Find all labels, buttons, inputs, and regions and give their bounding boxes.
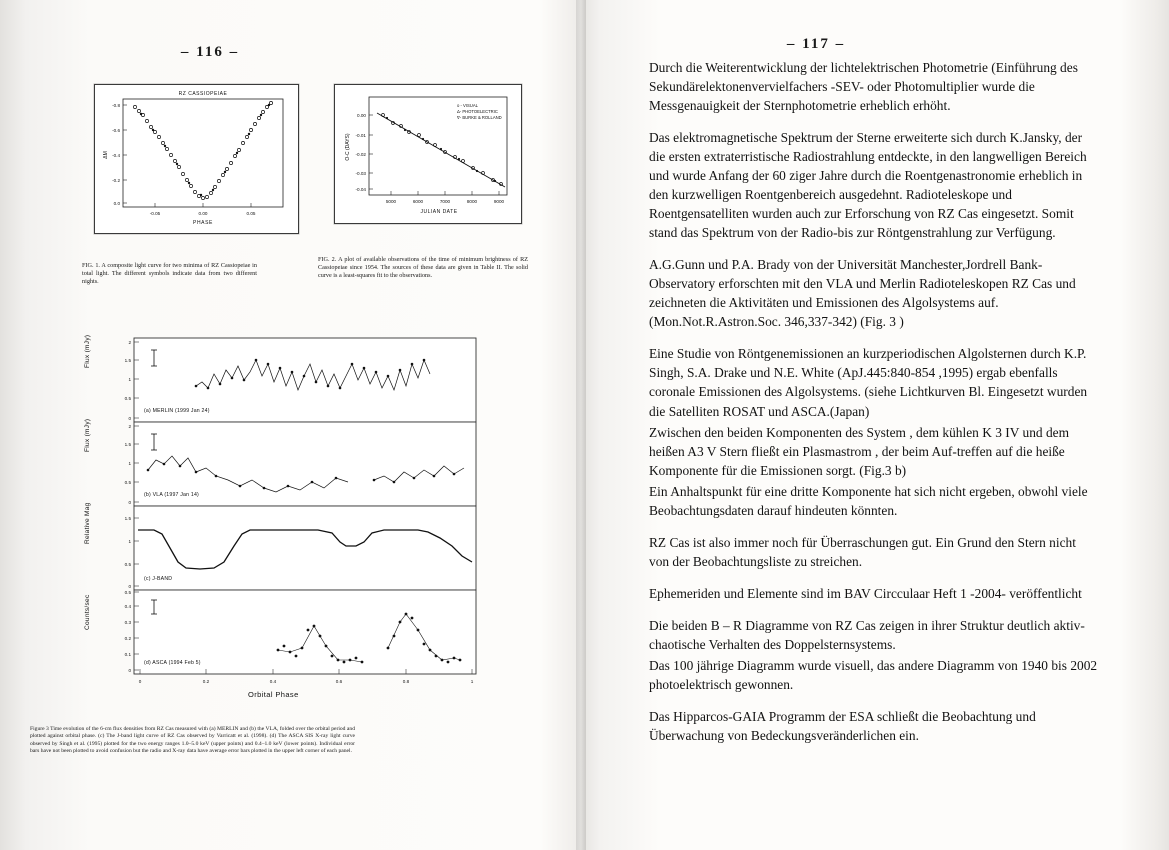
svg-text:0.2: 0.2 — [124, 636, 131, 641]
figure-3-panel-a-label: (a) MERLIN (1999 Jan 24) — [144, 408, 210, 414]
svg-text:1: 1 — [128, 461, 131, 466]
figure-3-caption: Figure 3 Time evolution of the 6-cm flux densities from RZ Cas measured with (a) MERLIN and (b) the VLA, folded over the orbital period and plotted against orbital phase. (c) The J-band light curve of RZ Cas observed by Varricatt et al. (1998). (d) The ASCA SIS X-ray light curve observed by Singh et al. (1995) plotted for the two energy ranges 1.0–5.0 keV (upper points) and 0.4–1.0 keV (lower points). Individual error bars have not been plotted to avoid confusion but the radio and X-ray data have average error bars plotted in the upper left corner of each panel. — [30, 726, 355, 754]
book-spine-shadow — [576, 0, 586, 850]
svg-text:RZ CASSIOPEIAE: RZ CASSIOPEIAE — [178, 91, 228, 97]
svg-text:0.00: 0.00 — [357, 113, 366, 118]
left-page — [0, 0, 576, 850]
figure-3-xlabel: Orbital Phase — [248, 690, 299, 699]
paragraph-10: Das 100 jährige Diagramm wurde visuell, das andere Diagramm von 1940 bis 2002 photoelektrisch gewonnen. — [649, 657, 1098, 692]
figure-2-plot — [334, 84, 522, 224]
paragraph-1: Durch die Weiterentwicklung der lichtelektrischen Photometrie (Einführung des Sekundärelektonenvervielfachers -SEV- oder Photomultiplier wurde die Messgenauigkeit der Sternphotometrie erheblich erhöht. — [649, 60, 1078, 114]
svg-text:0.3: 0.3 — [124, 620, 131, 625]
svg-text:-0.05: -0.05 — [149, 211, 161, 216]
svg-text:-0.6: -0.6 — [112, 128, 120, 133]
paragraph-11: Das Hipparcos-GAIA Programm der ESA schließt die Beobachtung und Überwachung von Bedeckungsveränderlichen ein. — [649, 708, 1036, 743]
svg-text:1.5: 1.5 — [124, 442, 131, 447]
svg-text:0.5: 0.5 — [124, 480, 131, 485]
svg-text:JULIAN DATE: JULIAN DATE — [420, 209, 458, 215]
svg-text:-0.4: -0.4 — [112, 153, 120, 158]
svg-text:-0.03: -0.03 — [355, 171, 366, 176]
svg-text:-0.8: -0.8 — [112, 103, 120, 108]
svg-text:9000: 9000 — [493, 199, 505, 204]
svg-text:-0.02: -0.02 — [355, 152, 366, 157]
figure-1-caption: FIG. 1. A composite light curve for two minima of RZ Cassiopeiae in total light. The different symbols indicate data from two different nights. — [82, 262, 257, 285]
svg-text:1: 1 — [128, 377, 131, 382]
paragraph-7: RZ Cas ist also immer noch für Überraschungen gut. Ein Grund den Stern nicht von der Beobachtungsliste zu streichen. — [649, 534, 1076, 569]
svg-text:0.8: 0.8 — [402, 679, 410, 684]
svg-text:0.0: 0.0 — [113, 201, 120, 206]
svg-text:0: 0 — [128, 584, 131, 589]
svg-text:0.4: 0.4 — [269, 679, 277, 684]
figure-3-panel-d-label: (d) ASCA (1994 Feb 5) — [144, 660, 201, 666]
figure-3-panel-a-ylabel: Flux (mJy) — [84, 334, 91, 368]
svg-text:0: 0 — [128, 500, 131, 505]
svg-text:0.05: 0.05 — [246, 211, 256, 216]
figure-3-panel-c-label: (c) J-BAND — [144, 576, 173, 582]
paragraph-9: Die beiden B – R Diagramme von RZ Cas zeigen in ihrer Struktur deutlich aktiv-chaotische Verhalten des Doppelsternsystems. — [649, 617, 1085, 652]
paragraph-8: Ephemeriden und Elemente sind im BAV Circculaar Heft 1 -2004- veröffentlicht — [649, 585, 1082, 601]
page-number-left: – 116 – — [180, 44, 240, 60]
svg-text:2: 2 — [128, 424, 131, 429]
svg-text:0.2: 0.2 — [202, 679, 210, 684]
svg-text:0.5: 0.5 — [124, 590, 131, 595]
svg-text:1: 1 — [470, 679, 474, 684]
svg-text:O-C (DAYS): O-C (DAYS) — [345, 133, 351, 161]
svg-text:6000: 6000 — [412, 199, 424, 204]
svg-text:-0.04: -0.04 — [355, 187, 366, 192]
paragraph-6: Ein Anhaltspunkt für eine dritte Komponente hat sich nicht ergeben, obwohl viele Beobachtungsdaten darauf hindeuten könnten. — [649, 483, 1088, 518]
svg-text:0.5: 0.5 — [124, 562, 131, 567]
svg-text:0: 0 — [138, 679, 142, 684]
figure-1-plot — [94, 84, 299, 234]
svg-text:-0.2: -0.2 — [112, 178, 120, 183]
svg-text:1.5: 1.5 — [124, 516, 131, 521]
svg-text:Δ- PHOTOELECTRIC: Δ- PHOTOELECTRIC — [457, 109, 498, 114]
svg-text:o - VISUAL: o - VISUAL — [457, 103, 478, 108]
svg-text:1: 1 — [128, 539, 131, 544]
paragraph-3: A.G.Gunn und P.A. Brady von der Universität Manchester,Jordrell Bank-Observatory erforschten mit den VLA und Merlin Radioteleskopen RZ Cas und zeichneten die Aktivitäten und Emissionen des Algolsystems auf. (Mon.Not.R.Astron.Soc. 346,337-342) (Fig. 3 ) — [649, 257, 1076, 330]
svg-text:8000: 8000 — [466, 199, 478, 204]
right-page — [586, 0, 1169, 850]
paragraph-2: Das elektromagnetische Spektrum der Sterne erweiterte sich durch K.Jansky, der die ersten extraterristische Radiostrahlung entdeckte, in den langwelligen Bereich und wurde Anfang der 60 ziger Jahre durch die Roentgenastronomie erheblich in den kurzwelligen Roentgenbereich ausgedehnt. Radioteleskope und Roentgensatelliten wurden auch zur Erforschung von RZ Cas eingesetzt. Somit stand das Spektrum von der Radio-bis zur Röntgenstrahlung zur Verfügung. — [649, 130, 1087, 241]
figure-3-panel-b-label: (b) VLA (1997 Jan 14) — [144, 492, 199, 498]
svg-text:-0.01: -0.01 — [355, 133, 366, 138]
svg-text:5000: 5000 — [385, 199, 397, 204]
page-number-right: – 117 – — [786, 36, 846, 52]
svg-text:1.5: 1.5 — [124, 358, 131, 363]
svg-text:0: 0 — [128, 668, 131, 673]
svg-text:PHASE: PHASE — [193, 220, 213, 226]
figure-3-panel-d-ylabel: Counts/sec — [84, 594, 91, 630]
body-text-column — [649, 58, 1099, 758]
svg-text:0.6: 0.6 — [335, 679, 343, 684]
svg-text:∇- BURKE & ROLLAND: ∇- BURKE & ROLLAND — [457, 115, 502, 120]
svg-text:0.00: 0.00 — [198, 211, 208, 216]
svg-text:2: 2 — [128, 340, 131, 345]
svg-text:0.5: 0.5 — [124, 396, 131, 401]
svg-text:0: 0 — [128, 416, 131, 421]
figure-2-caption: FIG. 2. A plot of available observations of the time of minimum brightness of RZ Cassiopeiae since 1954. The sources of these data are given in Table II. The solid curve is a least-squares fit to the observations. — [318, 256, 528, 279]
paragraph-4: Eine Studie von Röntgenemissionen an kurzperiodischen Algolsternen durch K.P. Singh, S.A. Drake und N.E. White (ApJ.445:840-854 ,1995) ergab ebenfalls coronale Emissionen des Algolsystems. (siehe Lichtkurven Bl. Eingesetzt wurden die Satelliten ROSAT und ASCA.(Japan) — [649, 346, 1088, 419]
figure-3-panel-c-ylabel: Relative Mag — [84, 502, 91, 544]
svg-text:0.4: 0.4 — [124, 604, 131, 609]
paragraph-5: Zwischen den beiden Komponenten des System , dem kühlen K 3 IV und dem heißen A3 V Stern fließt ein Plasmastrom , der beim Auf-treffen auf die heiße Komponente für die Emissionen sorgt. (Fig.3 b) — [649, 424, 1069, 478]
figure-3-block — [84, 330, 508, 718]
svg-text:ΔM: ΔM — [103, 151, 109, 159]
figure-3-panel-b-ylabel: Flux (mJy) — [84, 418, 91, 452]
svg-text:0.1: 0.1 — [124, 652, 131, 657]
svg-text:7000: 7000 — [439, 199, 451, 204]
